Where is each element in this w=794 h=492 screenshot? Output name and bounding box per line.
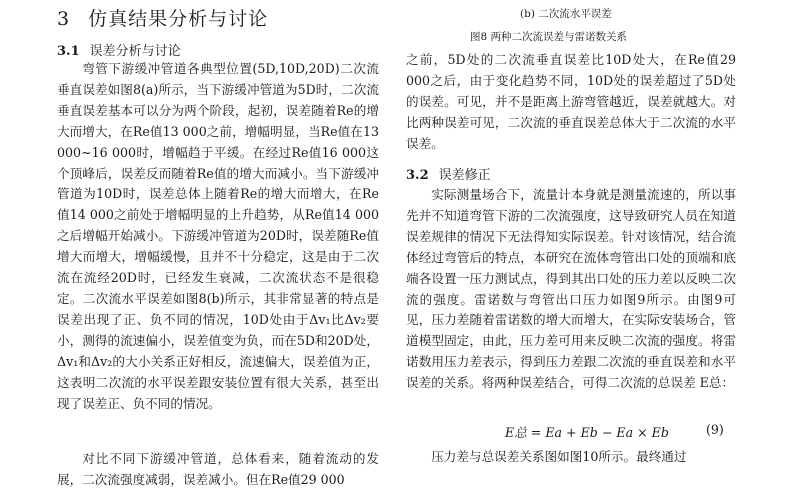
section-heading: 仿真结果分析与讨论 (88, 8, 269, 30)
left-paragraph-1: 弯管下游缓冲管道各典型位置(5D,10D,20D)二次流垂直误差如图8(a)所示，当下游缓冲管道为5D时，二次流垂直误差基本可以分为两个阶段，起初，误差随着Re的增大而增大，在Re值13 000之前，增幅明显，当Re值在13 000~16 000时，增幅趋于平缓。在经过Re值16 000这个顶峰后，误差反而随着Re值的增大而减小。当下游缓冲管道为10D时，误差总体上随着Re的增大而增大，在Re值14 000之前处于增幅明显的上升趋势，从Re值14 000之后增幅开始减小。下游缓冲管道为20D时，误差随Re值增大而增大，增幅缓慢，且并不十分稳定，这是由于二次流在流经20D时，已经发生衰减，二次流状态不是很稳定。二次流水平误差如图8(b)所示，其非常显著的特点是误差出现了正、负不同的情况，10D处由于Δv₁比Δv₂要小，测得的流速偏小，误差值变为负，而在5D和20D处，Δv₁和Δv₂的大小关系正好相反，流速偏大，误差值为正，这表明二次流的水平误差跟安装位置有很大关系，甚至出现了误差正、负不同的情况。 (57, 61, 379, 411)
right-last-line: 压力差与总误差关系图如图10所示。最终通过 (431, 449, 687, 464)
section-number: 3 (57, 8, 71, 30)
right-paragraph-1: 之前，5D处的二次流垂直误差比10D处大，在Re值29 000之后，由于变化趋势不同，10D处的误差超过了5D处的误差。可见，并不是距离上游弯管越近，误差就越大。对比两种误差可见，二次流的垂直误差总体大于二次流的水平误差。 (406, 52, 736, 151)
subsection-3-2-heading (406, 164, 491, 183)
right-paragraph-2: 实际测量场合下，流量计本身就是测量流速的，所以事先并不知道弯管下游的二次流强度，这导致研究人员在知道误差规律的情况下无法得知实际误差。针对该情况，结合流体经过弯管后的特点，本研究在流体弯管出口处的顶端和底端各设置一压力测试点，得到其出口处的压力差以反映二次流的强度。雷诺数与弯管出口压力如图9所示。由图9可见，压力差随着雷诺数的增大而增大，在实际安装场合，管道模型固定，由此，压力差可用来反映二次流的强度。将雷诺数用压力差表示，得到压力差跟二次流的垂直误差和水平误差的关系。将两种误差结合，可得二次流的总误差 E总： (406, 187, 736, 391)
figure-caption: 图8 两种二次流误差与雷诺数关系 (470, 31, 628, 43)
subsection-3-1-number: 3.1 (57, 44, 80, 59)
equation-9: E总 = Ea + Eb − Ea × Eb (505, 425, 669, 440)
subsection-3-1-heading (57, 40, 181, 59)
subsection-3-2-number: 3.2 (406, 168, 429, 183)
section-title (57, 4, 268, 31)
subsection-3-2-title: 误差修正 (438, 168, 491, 183)
left-paragraph-2: 对比不同下游缓冲管道，总体看来，随着流动的发展，二次流强度减弱，误差减小。但在Re值29 000 (57, 451, 379, 487)
equation-number: (9) (706, 422, 724, 437)
subsection-3-1-title: 误差分析与讨论 (89, 44, 181, 59)
figure-subcaption: (b) 二次流水平误差 (520, 8, 612, 20)
